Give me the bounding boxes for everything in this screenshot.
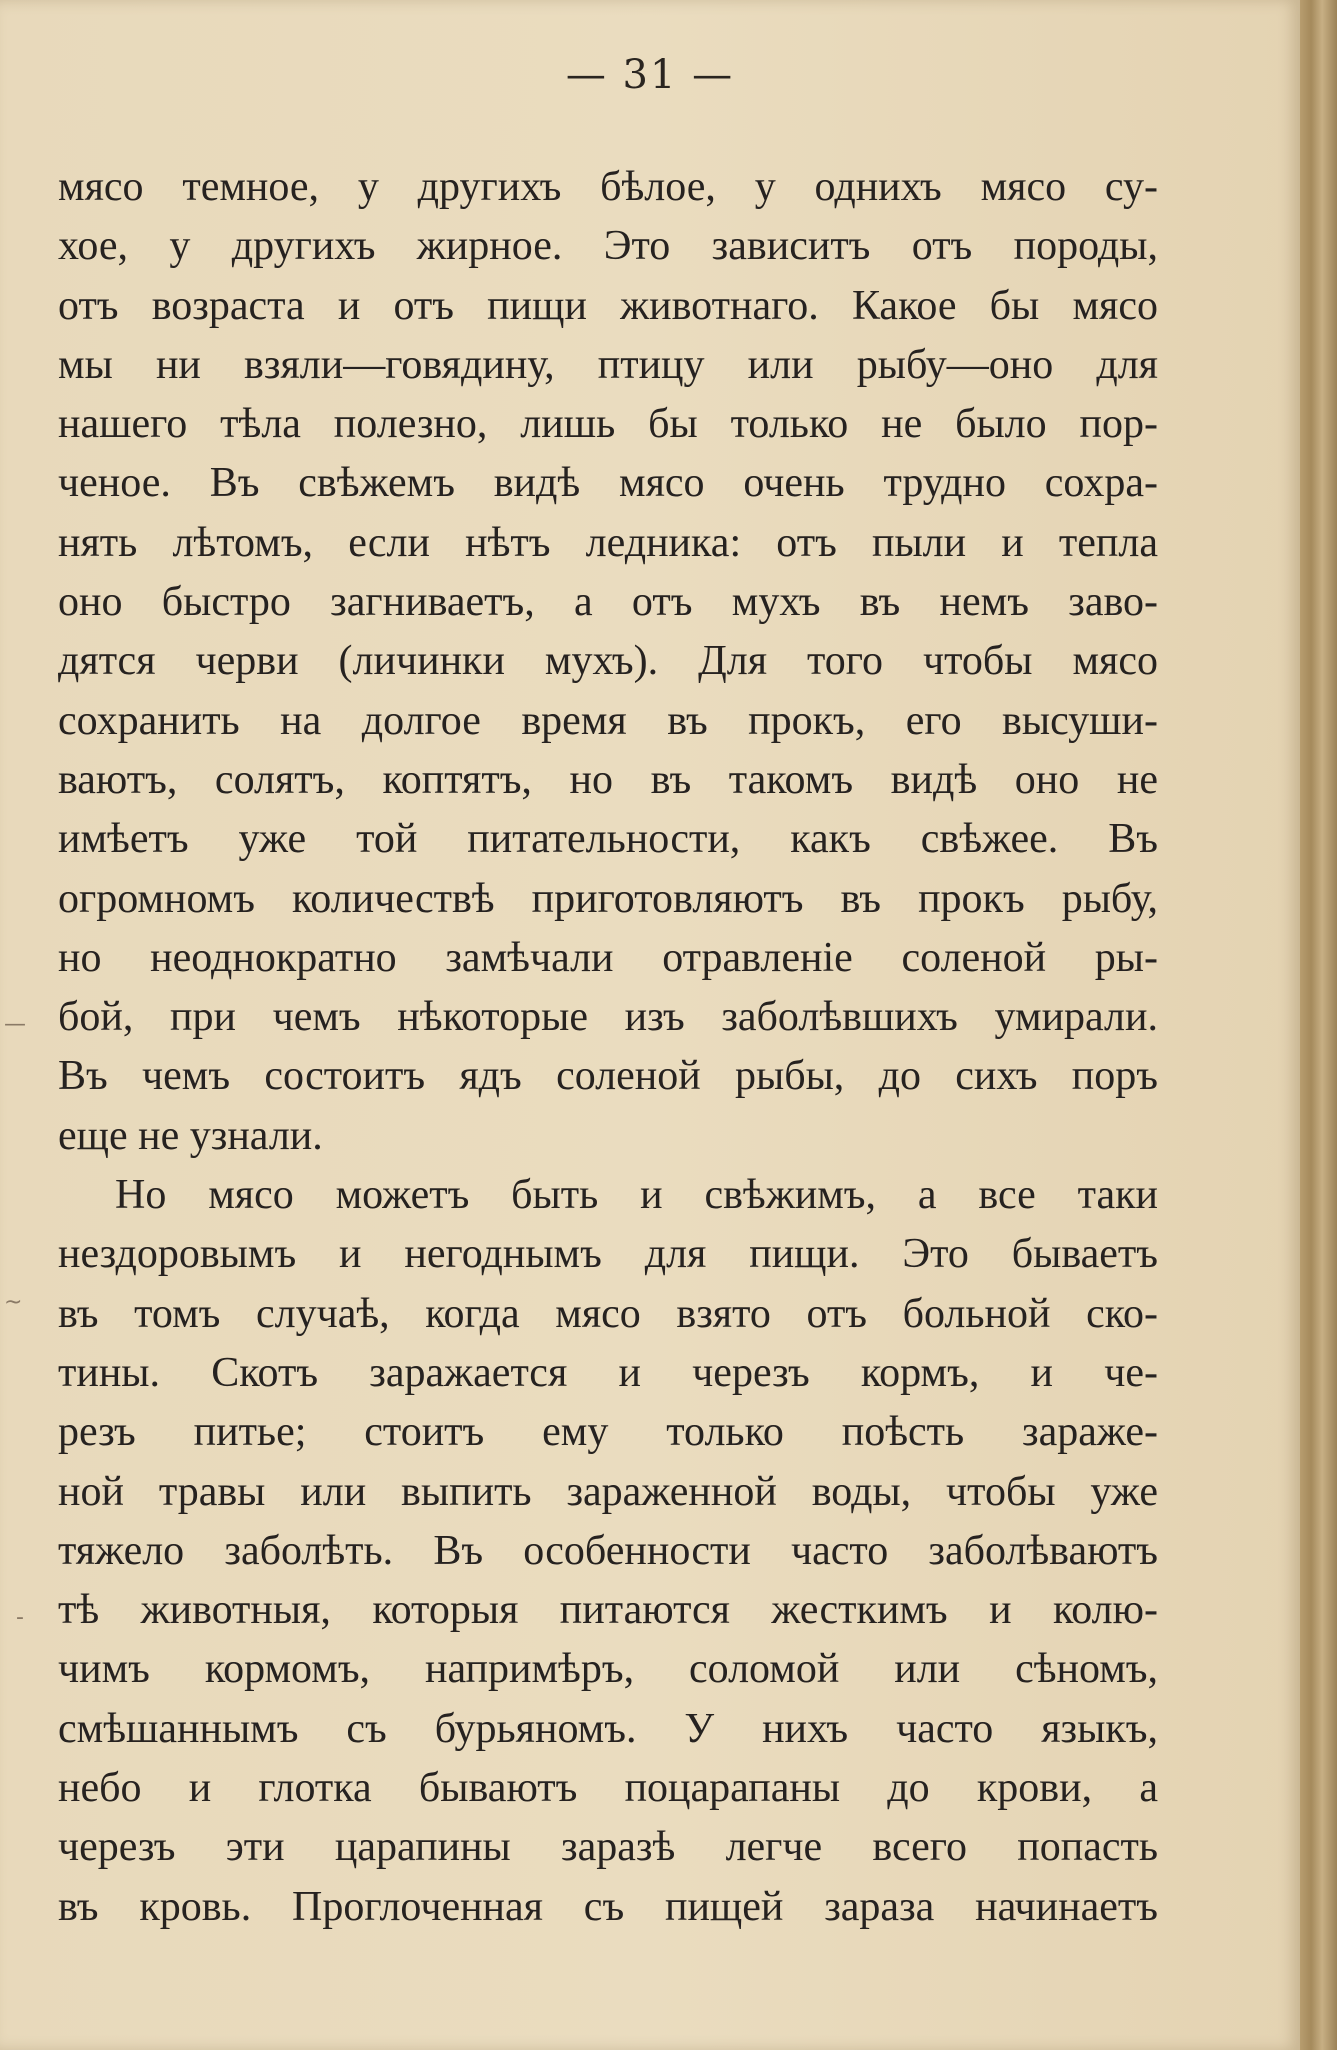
text-line: ваютъ, солятъ, коптятъ, но въ такомъ видѣ оно не bbox=[58, 756, 1158, 803]
text-line: тины. Скотъ заражается и черезъ кормъ, и че- bbox=[58, 1349, 1158, 1396]
text-line: смѣшаннымъ съ бурьяномъ. У нихъ часто языкъ, bbox=[58, 1705, 1158, 1752]
margin-mark: ~ bbox=[4, 1290, 23, 1315]
text-line: имѣетъ уже той питательности, какъ свѣжее. Въ bbox=[58, 816, 1158, 863]
margin-mark: — bbox=[4, 1012, 26, 1037]
text-line: резъ питье; стоитъ ему только поѣсть зараже- bbox=[58, 1409, 1158, 1456]
text-line: чимъ кормомъ, напримѣръ, соломой или сѣномъ, bbox=[58, 1646, 1158, 1693]
paragraph-start-line: Но мясо можетъ быть и свѣжимъ, а все таки bbox=[115, 1172, 1158, 1219]
text-line: тяжело заболѣть. Въ особенности часто заболѣваютъ bbox=[58, 1527, 1158, 1574]
body-text bbox=[58, 158, 1158, 1937]
text-line: ной травы или выпить зараженной воды, чтобы уже bbox=[58, 1468, 1158, 1515]
text-line: небо и глотка бываютъ поцарапаны до крови, а bbox=[58, 1765, 1158, 1812]
text-line: нашего тѣла полезно, лишь бы только не было пор- bbox=[58, 401, 1158, 448]
text-line: мясо темное, у другихъ бѣлое, у однихъ мясо су- bbox=[58, 164, 1158, 210]
margin-mark: - bbox=[16, 1605, 24, 1630]
text-line: нять лѣтомъ, если нѣтъ ледника: отъ пыли и тепла bbox=[58, 519, 1158, 566]
text-line: въ томъ случаѣ, когда мясо взято отъ больной ско- bbox=[58, 1290, 1158, 1337]
text-line: въ кровь. Проглоченная съ пищей зараза начинаетъ bbox=[58, 1883, 1158, 1930]
text-line: но неоднократно замѣчали отравленіе соленой ры- bbox=[58, 934, 1158, 981]
text-line: бой, при чемъ нѣкоторые изъ заболѣвшихъ умирали. bbox=[58, 994, 1158, 1041]
page-edge bbox=[1300, 0, 1337, 2050]
text-line: дятся черви (личинки мухъ). Для того чтобы мясо bbox=[58, 638, 1158, 685]
text-line: мы ни взяли—говядину, птицу или рыбу—оно для bbox=[58, 341, 1158, 388]
page-number: — 31 — bbox=[565, 52, 735, 98]
text-line: еще не узнали. bbox=[58, 1112, 323, 1159]
text-line: тѣ животныя, которыя питаются жесткимъ и колю- bbox=[58, 1587, 1158, 1634]
text-line: огромномъ количествѣ приготовляютъ въ прокъ рыбу, bbox=[58, 875, 1158, 922]
text-line: сохранить на долгое время въ прокъ, его высуши- bbox=[58, 697, 1158, 744]
text-line: нездоровымъ и негоднымъ для пищи. Это бываетъ bbox=[58, 1231, 1158, 1278]
text-line: хое, у другихъ жирное. Это зависитъ отъ породы, bbox=[58, 223, 1158, 270]
text-line: отъ возраста и отъ пищи животнаго. Какое бы мясо bbox=[58, 282, 1158, 329]
text-line: оно быстро загниваетъ, а отъ мухъ въ немъ заво- bbox=[58, 579, 1158, 626]
text-line: черезъ эти царапины заразѣ легче всего попасть bbox=[58, 1824, 1158, 1871]
text-line: Въ чемъ состоитъ ядъ соленой рыбы, до сихъ поръ bbox=[58, 1053, 1158, 1100]
text-line: ченое. Въ свѣжемъ видѣ мясо очень трудно сохра- bbox=[58, 460, 1158, 507]
